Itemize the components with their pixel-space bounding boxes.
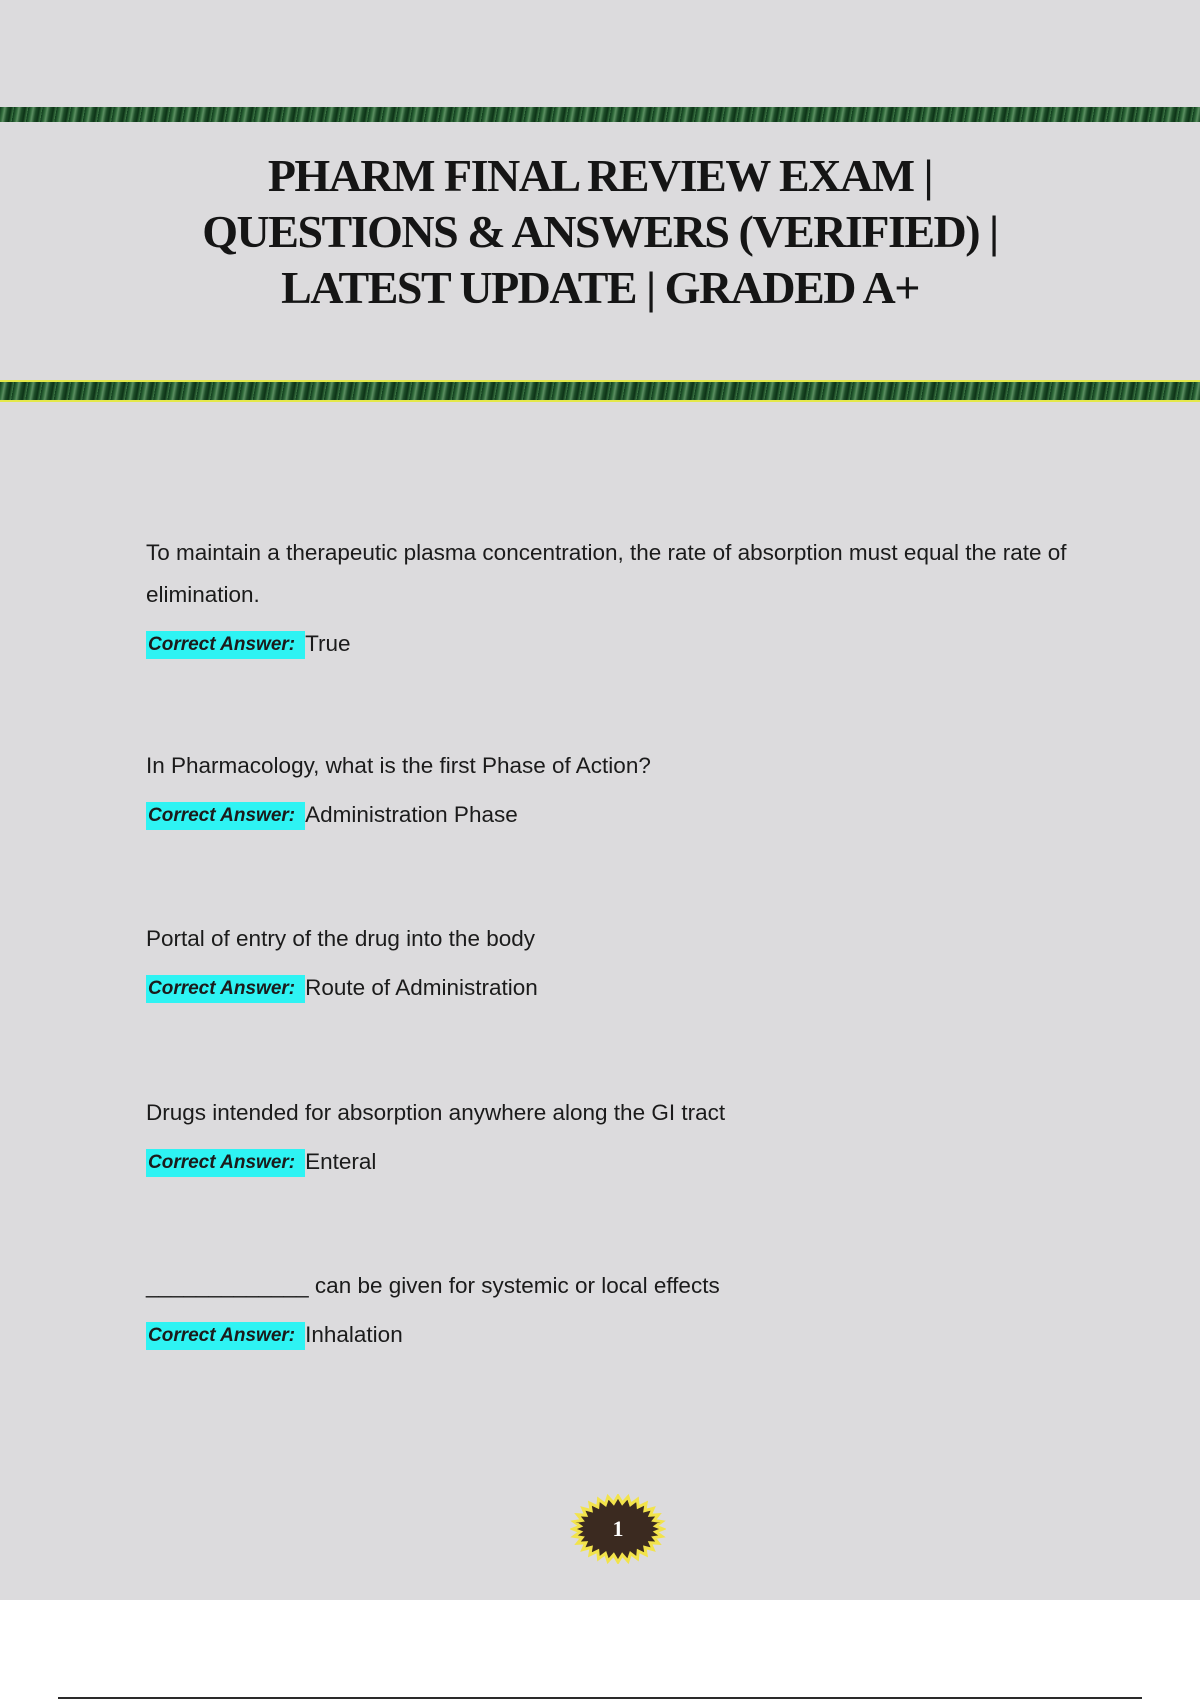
qa-item-4 xyxy=(146,1092,1076,1178)
footer-rule xyxy=(58,1697,1142,1699)
page-number-badge xyxy=(570,1494,666,1564)
answer-row xyxy=(146,972,1076,1004)
bottom-decorative-band xyxy=(0,380,1200,402)
question-text: Portal of entry of the drug into the body xyxy=(146,926,535,951)
answer-text: Administration Phase xyxy=(305,802,518,827)
answer-row xyxy=(146,1146,1076,1178)
title-line-2: QUESTIONS & ANSWERS (VERIFIED) | xyxy=(202,206,998,257)
top-decorative-band xyxy=(0,107,1200,122)
title-line-1: PHARM FINAL REVIEW EXAM | xyxy=(267,150,933,201)
correct-answer-label: Correct Answer: xyxy=(146,631,305,659)
answer-row xyxy=(146,799,1076,831)
correct-answer-label: Correct Answer: xyxy=(146,1149,305,1177)
correct-answer-label: Correct Answer: xyxy=(146,975,305,1003)
answer-text: Enteral xyxy=(305,1149,377,1174)
answer-text: True xyxy=(305,631,351,656)
answer-text: Inhalation xyxy=(305,1322,403,1347)
correct-answer-label: Correct Answer: xyxy=(146,1322,305,1350)
correct-answer-label: Correct Answer: xyxy=(146,802,305,830)
page-number: 1 xyxy=(612,1516,624,1541)
question-text: In Pharmacology, what is the first Phase of Action? xyxy=(146,753,651,778)
question-text: To maintain a therapeutic plasma concentration, the rate of absorption must equal the rate of elimination. xyxy=(146,540,1067,607)
title-line-3: LATEST UPDATE | GRADED A+ xyxy=(281,262,919,313)
question-text: Drugs intended for absorption anywhere along the GI tract xyxy=(146,1100,726,1125)
page-title xyxy=(0,148,1200,316)
qa-item-3 xyxy=(146,918,1076,1004)
qa-item-1 xyxy=(146,532,1076,660)
answer-row xyxy=(146,628,1076,660)
question-text: _____________ can be given for systemic or local effects xyxy=(146,1273,720,1298)
answer-row xyxy=(146,1319,1076,1351)
answer-text: Route of Administration xyxy=(305,975,538,1000)
qa-item-2 xyxy=(146,745,1076,831)
qa-item-5 xyxy=(146,1265,1076,1351)
